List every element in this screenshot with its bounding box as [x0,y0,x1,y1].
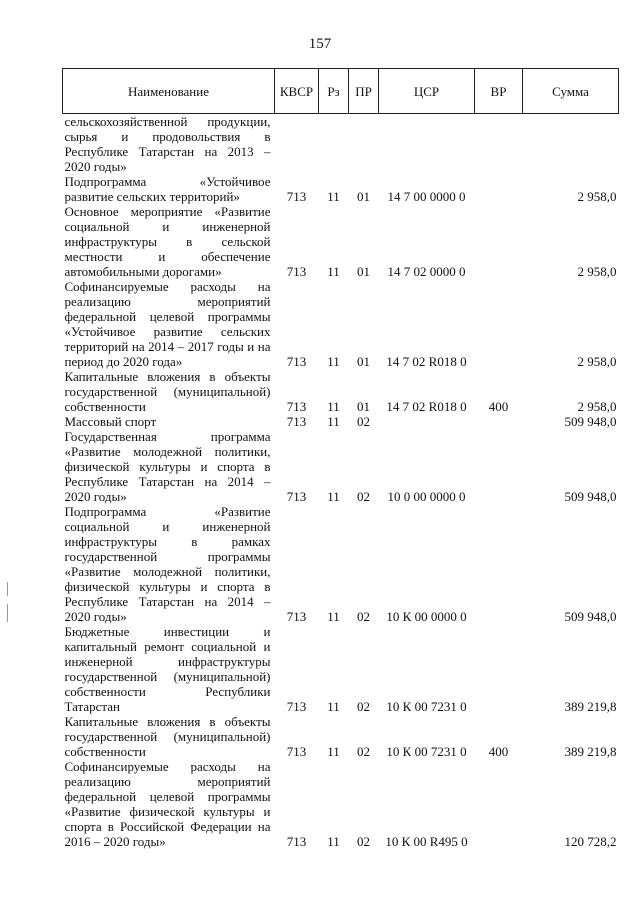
table-row [63,369,619,414]
table-row [63,714,619,759]
cell-name: Софинансируемые расходы на реализацию мероприятий федеральной целевой программы «Развитие физической культуры и спорта в Российской Федерации на 2016 – 2020 годы» [64,759,271,849]
cell-pr: 02 [357,609,370,624]
cell-kvsr: 713 [286,264,307,279]
cell-csr: 14 7 02 R018 0 [386,354,467,369]
cell-vr: 400 [488,399,509,414]
cell-sum: 509 948,0 [564,609,617,624]
cell-vr: 400 [488,744,509,759]
cell-vr [475,204,523,279]
cell-vr [475,759,523,849]
cell-csr [379,114,475,175]
cell-csr: 10 К 00 7231 0 [386,744,467,759]
table-row [63,414,619,429]
cell-pr [349,114,379,175]
cell-rz: 11 [327,264,340,279]
table-row [63,759,619,849]
cell-vr [475,174,523,204]
cell-rz: 11 [327,744,340,759]
cell-csr: 10 К 00 0000 0 [386,609,467,624]
margin-mark [7,604,8,622]
cell-name: Капитальные вложения в объекты государственной (муниципальной) собственности [64,369,271,414]
cell-rz: 11 [327,609,340,624]
cell-pr: 02 [357,744,370,759]
cell-pr: 01 [357,189,370,204]
cell-sum: 389 219,8 [564,744,617,759]
cell-pr: 01 [357,264,370,279]
page-number: 157 [308,36,332,52]
cell-sum: 2 958,0 [577,189,617,204]
cell-csr [379,414,475,429]
cell-sum: 2 958,0 [577,354,617,369]
cell-pr: 02 [357,414,370,429]
cell-name: Подпрограмма «Устойчивое развитие сельских территорий» [64,174,271,204]
cell-pr: 02 [357,834,370,849]
cell-kvsr: 713 [286,489,307,504]
cell-rz: 11 [327,489,340,504]
cell-csr: 14 7 02 R018 0 [386,399,467,414]
cell-csr: 14 7 00 0000 0 [387,189,466,204]
cell-name: Массовый спорт [64,414,157,429]
table-row [63,429,619,504]
table-row [63,279,619,369]
header-pr: ПР [349,69,379,114]
cell-kvsr: 713 [286,189,307,204]
cell-kvsr: 713 [286,699,307,714]
cell-vr [475,279,523,369]
cell-kvsr [275,114,319,175]
cell-rz: 11 [327,189,340,204]
cell-kvsr: 713 [286,414,307,429]
margin-mark [7,582,8,596]
cell-rz: 11 [327,834,340,849]
cell-name: Капитальные вложения в объекты государственной (муниципальной) собственности [64,714,271,759]
cell-name: Софинансируемые расходы на реализацию мероприятий федеральной целевой программы «Устойчивое развитие сельских территорий на 2014 – 2017 годы и на период до 2020 года» [64,279,271,369]
table-body [63,114,619,850]
cell-pr: 01 [357,399,370,414]
cell-name: Подпрограмма «Развитие социальной и инженерной инфраструктуры в рамках государственной программы «Развитие молодежной политики, физической культуры и спорта в Республике Татарстан на 2014 – 2020 годы» [64,504,271,624]
header-csr: ЦСР [379,69,475,114]
cell-rz: 11 [327,414,340,429]
cell-vr [475,624,523,714]
header-name: Наименование [63,69,275,114]
cell-csr: 10 0 00 0000 0 [387,489,466,504]
cell-sum: 509 948,0 [564,414,617,429]
cell-name: Государственная программа «Развитие молодежной политики, физической культуры и спорта в Республике Татарстан на 2014 – 2020 годы» [64,429,271,504]
cell-csr: 10 К 00 R495 0 [385,834,468,849]
cell-rz: 11 [327,699,340,714]
header-vr: ВР [475,69,523,114]
table-header [63,69,619,114]
cell-rz: 11 [327,354,340,369]
cell-kvsr: 713 [286,744,307,759]
cell-csr: 14 7 02 0000 0 [387,264,466,279]
cell-sum: 2 958,0 [577,399,617,414]
cell-kvsr: 713 [286,834,307,849]
header-kvsr: КВСР [275,69,319,114]
table-row [63,174,619,204]
cell-vr [475,504,523,624]
cell-name: Бюджетные инвестиции и капитальный ремонт социальной и инженерной инфраструктуры государственной (муниципальной) собственности Республики Татарстан [64,624,271,714]
header-rz: Рз [319,69,349,114]
table-row [63,204,619,279]
header-sum: Сумма [523,69,619,114]
cell-kvsr: 713 [286,609,307,624]
cell-vr [475,429,523,504]
cell-kvsr: 713 [286,354,307,369]
cell-sum: 120 728,2 [564,834,617,849]
cell-sum [523,114,619,175]
cell-vr [475,414,523,429]
cell-pr: 02 [357,699,370,714]
cell-sum: 509 948,0 [564,489,617,504]
cell-name: Основное мероприятие «Развитие социальной и инженерной инфраструктуры в сельской местности и обеспечение автомобильными дорогами» [64,204,271,279]
table-row [63,114,619,175]
budget-table [62,68,619,849]
table-row [63,504,619,624]
cell-sum: 389 219,8 [564,699,617,714]
cell-rz: 11 [327,399,340,414]
cell-sum: 2 958,0 [577,264,617,279]
cell-pr: 01 [357,354,370,369]
cell-pr: 02 [357,489,370,504]
table-row [63,624,619,714]
cell-csr: 10 К 00 7231 0 [386,699,467,714]
cell-name: сельскохозяйственной продукции, сырья и продовольствия в Республике Татарстан на 2013 – 2020 годы» [64,114,271,174]
cell-kvsr: 713 [286,399,307,414]
cell-vr [475,114,523,175]
cell-rz [319,114,349,175]
